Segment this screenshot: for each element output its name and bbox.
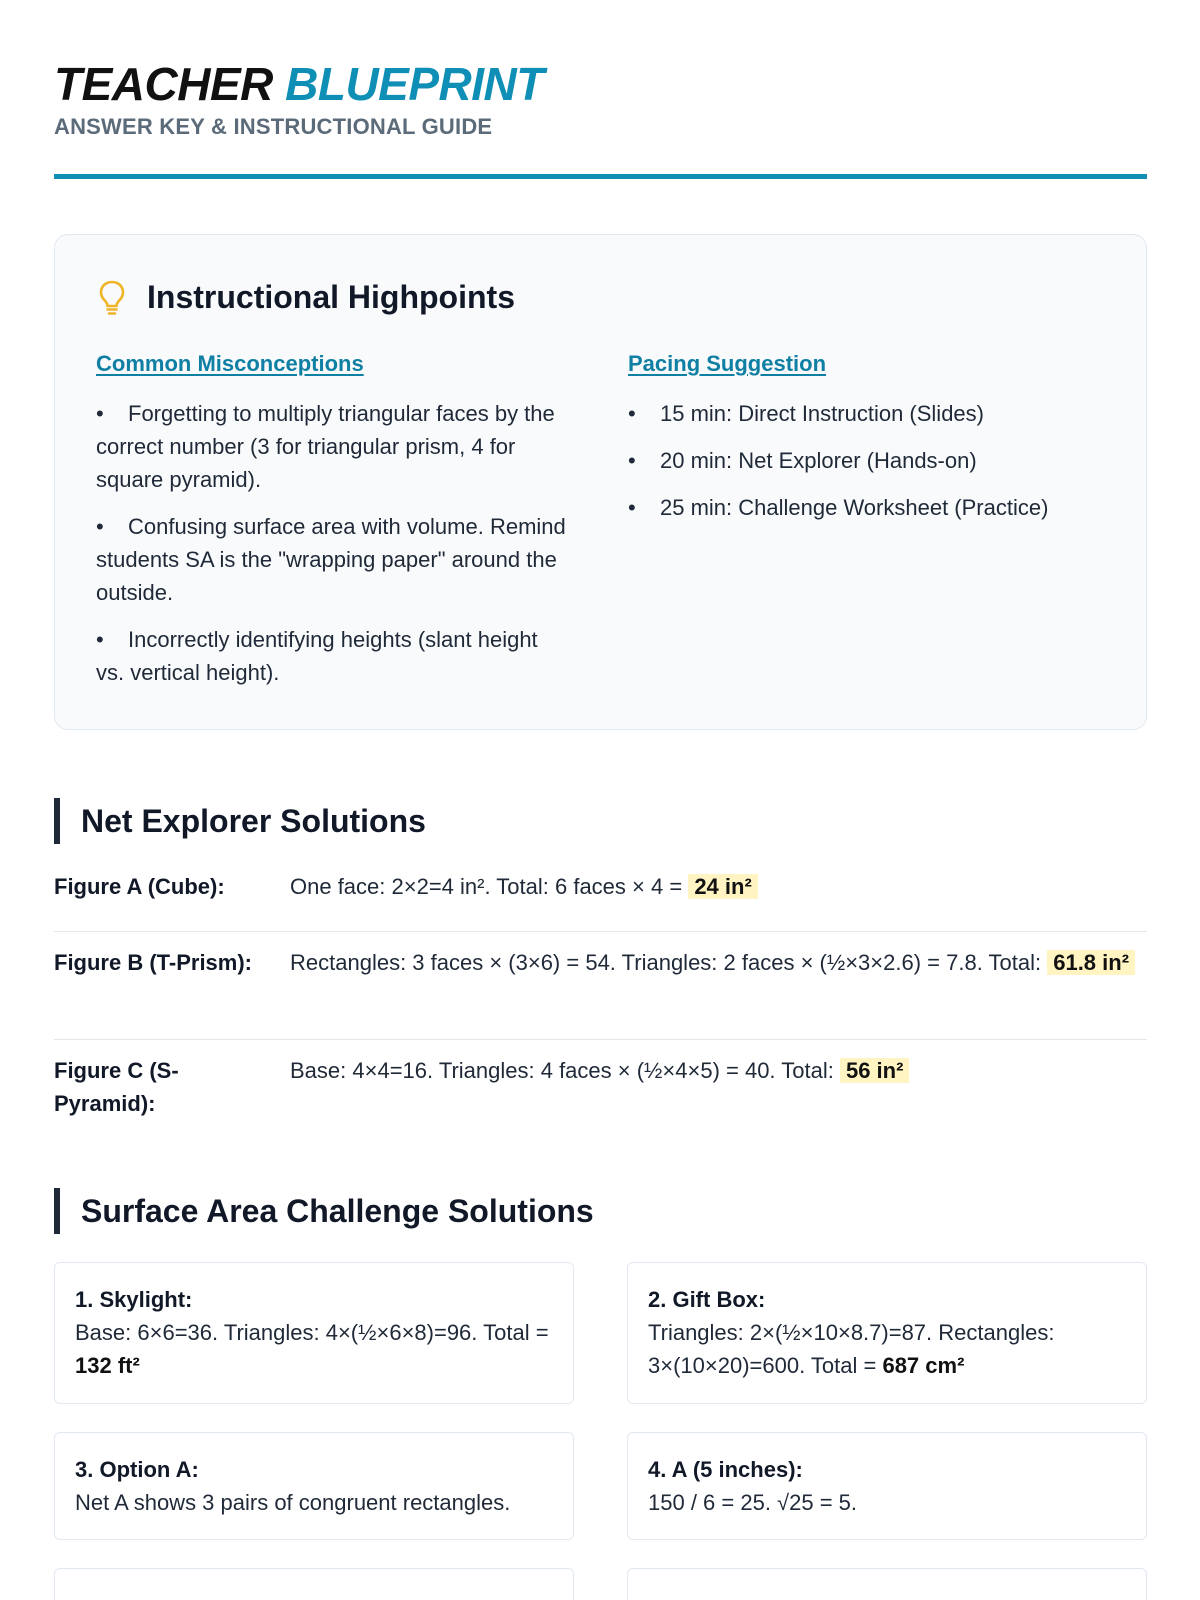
- solution-row-figure-c: [54, 1054, 1147, 1120]
- solution-work: Base: 4×4=16. Triangles: 4 faces × (½×4×5) = 40. Total:: [290, 1058, 840, 1083]
- card-title: 1. Skylight:: [75, 1287, 193, 1312]
- card-work: Base: 6×6=36. Triangles: 4×(½×6×8)=96. Total =: [75, 1320, 549, 1345]
- card-work: Triangles: 2×(½×10×8.7)=87. Rectangles: 3×(10×20)=600. Total =: [648, 1320, 1055, 1378]
- solution-label: Figure C (S-Pyramid):: [54, 1058, 179, 1116]
- card-title: 4. A (5 inches):: [648, 1457, 803, 1482]
- card-title: 3. Option A:: [75, 1457, 199, 1482]
- solution-work: One face: 2×2=4 in². Total: 6 faces × 4 =: [290, 874, 689, 899]
- solution-label: Figure B (T-Prism):: [54, 950, 253, 975]
- misconceptions-column: [96, 351, 570, 703]
- lightbulb-icon: [99, 280, 125, 316]
- challenge-card-6: [627, 1568, 1147, 1600]
- brand-title: [54, 58, 1147, 110]
- misconceptions-list: [96, 397, 570, 689]
- card-body: [648, 1316, 1126, 1382]
- list-item: • Incorrectly identifying heights (slant height vs. vertical height).: [96, 623, 570, 689]
- page-subtitle: ANSWER KEY & INSTRUCTIONAL GUIDE: [54, 114, 493, 139]
- card-title: 2. Gift Box:: [648, 1287, 766, 1312]
- brand-word-blueprint: BLUEPRINT: [285, 58, 544, 110]
- card-body: 150 / 6 = 25. √25 = 5.: [648, 1490, 858, 1515]
- highpoints-header: [99, 279, 515, 316]
- solution-text: [290, 946, 1147, 979]
- challenge-card-1: [54, 1262, 574, 1404]
- list-item: • 15 min: Direct Instruction (Slides): [628, 397, 1108, 430]
- pacing-column: [628, 351, 1108, 538]
- misconceptions-heading[interactable]: Common Misconceptions: [96, 351, 364, 376]
- page-header: [54, 58, 1147, 140]
- solution-row-figure-a: [54, 870, 1147, 903]
- challenge-title: Surface Area Challenge Solutions: [54, 1188, 594, 1234]
- row-divider: [54, 931, 1147, 932]
- card-answer: 132 ft²: [75, 1353, 140, 1378]
- card-answer: 687 cm²: [882, 1353, 965, 1378]
- pacing-heading[interactable]: Pacing Suggestion: [628, 351, 827, 376]
- list-item: • 25 min: Challenge Worksheet (Practice): [628, 491, 1108, 524]
- net-explorer-title: Net Explorer Solutions: [54, 798, 426, 844]
- answer-highlight: 56 in²: [840, 1058, 909, 1083]
- list-item: • Forgetting to multiply triangular faces by the correct number (3 for triangular prism, 4 for square pyramid).: [96, 397, 570, 496]
- row-divider: [54, 1039, 1147, 1040]
- solution-label: Figure A (Cube):: [54, 874, 225, 899]
- header-divider: [54, 174, 1147, 179]
- highpoints-panel: [54, 234, 1147, 730]
- challenge-card-4: [627, 1432, 1147, 1540]
- answer-highlight: 61.8 in²: [1047, 950, 1135, 975]
- list-item: • Confusing surface area with volume. Remind students SA is the "wrapping paper" around the outside.: [96, 510, 570, 609]
- pacing-list: [628, 397, 1108, 524]
- solution-work: Rectangles: 3 faces × (3×6) = 54. Triangles: 2 faces × (½×3×2.6) = 7.8. Total:: [290, 950, 1048, 975]
- list-item: • 20 min: Net Explorer (Hands-on): [628, 444, 1108, 477]
- solution-text: [290, 1054, 1147, 1120]
- challenge-card-5: [54, 1568, 574, 1600]
- solution-row-figure-b: [54, 946, 1147, 979]
- card-body: [75, 1316, 553, 1382]
- brand-word-teacher: TEACHER: [54, 58, 273, 110]
- card-body: Net A shows 3 pairs of congruent rectangles.: [75, 1490, 511, 1515]
- challenge-card-3: [54, 1432, 574, 1540]
- answer-highlight: 24 in²: [688, 874, 757, 899]
- challenge-card-2: [627, 1262, 1147, 1404]
- solution-text: [290, 870, 1147, 903]
- highpoints-title: Instructional Highpoints: [147, 279, 515, 315]
